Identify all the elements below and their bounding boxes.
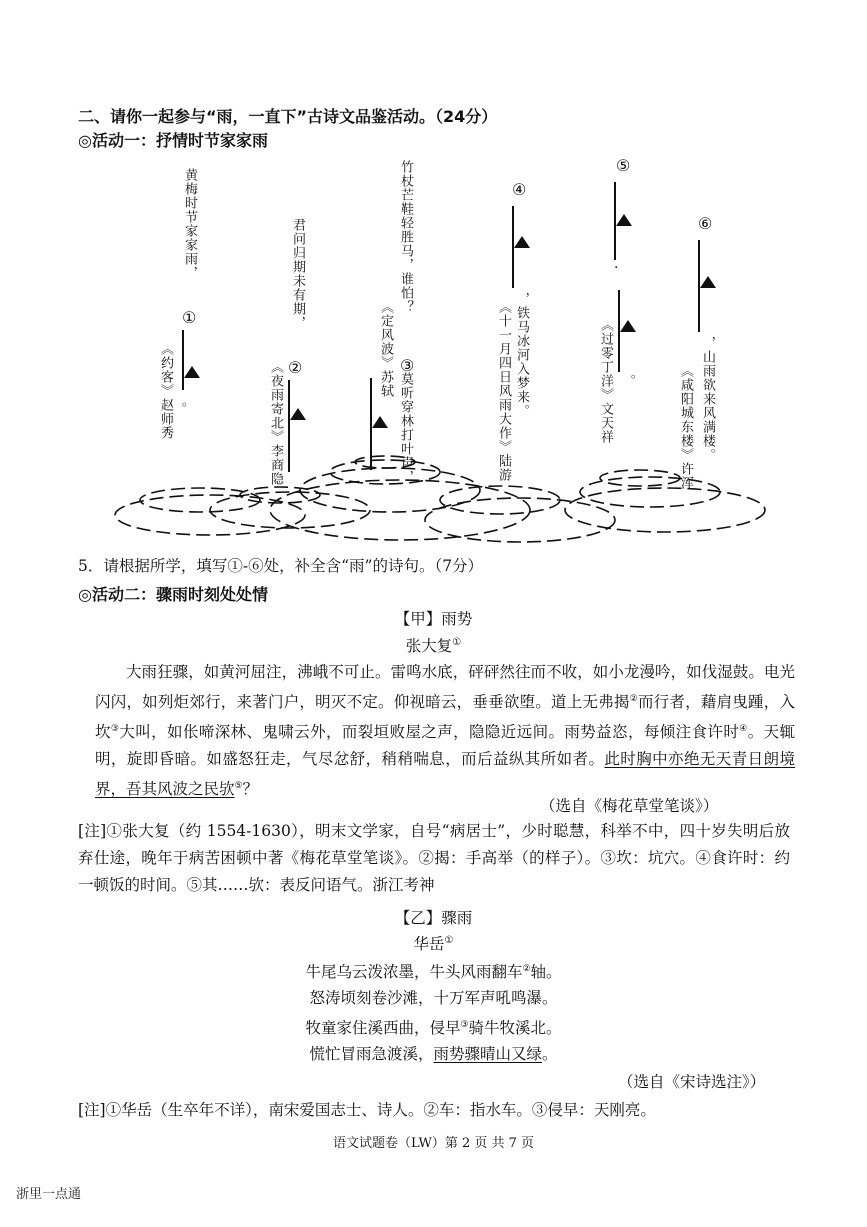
poem-line-3: 竹杖芒鞋轻胜马，谁怕？ [398, 160, 413, 314]
rain-ripples-illustration [0, 0, 867, 560]
yi-source: （选自《宋诗选注》） [618, 1073, 766, 1091]
blank-marker-5: ⑤ [616, 156, 631, 175]
activity1-title: ◎活动一：抒情时节家家雨 [78, 131, 268, 150]
poem-source-4: 《十一月四日风雨大作》陆游 [496, 300, 511, 482]
yi-poem-line-1: 牛尾乌云泼浓墨，牛头风雨翻车②轴。 [305, 963, 562, 981]
blank-marker-1: ① [182, 308, 197, 327]
poem-source-6: 《咸阳城东楼》许浑 [678, 364, 693, 490]
triangle-marker-icon [184, 366, 200, 378]
triangle-marker-icon [616, 214, 632, 226]
section-title: 二、请你一起参与“雨，一直下”古诗文品鉴活动。（24分） [78, 107, 498, 126]
poem-line-1: 黄梅时节家家雨， [182, 168, 197, 280]
yi-heading: 【乙】骤雨 [394, 909, 473, 927]
jia-heading: 【甲】雨势 [394, 610, 473, 628]
jia-source: （选自《梅花草堂笔谈》） [540, 797, 719, 815]
watermark: 浙里一点通 [16, 1187, 82, 1202]
jia-passage: 大雨狂骤，如黄河屈注，沸峨不可止。雷鸣水底，砰砰然往而不收，如小龙漫吟，如伐湿鼓。电光闪闪，如列炬郊行，来著门户，明灭不定。仰视暗云，垂垂欲堕。道上无弗揭②而行者，藉肩曳踵，入坎③大叫，如伥啼深林、鬼啸云外，而裂垣败屋之声，隐隐近远间。雨势益恣，每倾注食许时④。天辄明，旋即昏暗。如盛怒狂走，气尽忿舒，稍稍喘息，而后益纵其所如者。此时胸中亦绝无天青日朗境界，吾其风波之民欤⑤？ [95, 663, 795, 799]
triangle-marker-icon [700, 276, 716, 288]
triangle-marker-icon [290, 408, 306, 420]
yi-author: 华岳① [413, 934, 454, 953]
punctuation: 。 [182, 394, 195, 408]
triangle-marker-icon [620, 320, 636, 332]
yi-poem-line-2: 怒涛顷刻卷沙滩，十万军声吼鸣瀑。 [309, 989, 558, 1007]
punctuation: · [614, 260, 619, 276]
poem-follow-4: ，铁马冰河入梦来。 [514, 292, 529, 418]
activity2-title: ◎活动二：骤雨时刻处处情 [78, 585, 268, 604]
yi-note: [注]①华岳（生卒年不详），南宋爱国志士、诗人。②车：指水车。③侵早：天刚亮。 [78, 1101, 656, 1119]
poem-source-5: 《过零丁洋》文天祥 [598, 318, 613, 444]
jia-author: 张大复① [405, 636, 462, 655]
blank-marker-3: ③ [400, 356, 415, 375]
blank-marker-4: ④ [512, 180, 527, 199]
poem-follow-5: 。 [620, 374, 635, 388]
jia-note: [注]①张大复（约 1554-1630），明末文学家，自号“病居士”，少时聪慧，科举不中，四十岁失明后放弃仕途，晚年于病苦困顿中著《梅花草堂笔谈》。②揭：手高举（的样子）。③坎：坑穴。④食许时：约一顿饭的时间。⑤其……欤：表反问语气。浙江考神 [78, 822, 790, 894]
poem-follow-6: ，山雨欲来风满楼。 [700, 336, 715, 462]
footnote-mark: ① [444, 934, 454, 946]
blank-line-2 [288, 380, 290, 472]
triangle-marker-icon [514, 236, 530, 248]
yi-poem-line-4: 慌忙冒雨急渡溪，雨势骤晴山又绿。 [309, 1045, 558, 1063]
underlined-sentence: 雨势骤晴山又绿 [433, 1045, 542, 1063]
poem-source-1: 《约客》赵师秀 [158, 342, 173, 440]
blank-marker-6: ⑥ [698, 214, 713, 233]
poem-follow-3: 莫听穿林打叶声， [398, 372, 413, 484]
blank-marker-2: ② [288, 358, 303, 377]
blank-line-1 [182, 330, 184, 390]
footnote-mark: ① [452, 636, 462, 648]
yi-poem-line-3: 牧童家住溪西曲，侵早③骑牛牧溪北。 [305, 1019, 562, 1037]
poem-source-2: 《夜雨寄北》李商隐 [268, 360, 283, 486]
question-5: 5．请根据所学，填写①-⑥处，补全含“雨”的诗句。（7分） [78, 557, 484, 575]
triangle-marker-icon [372, 416, 388, 428]
poem-source-3: 《定风波》苏轼 [378, 300, 393, 398]
page-footer: 语文试题卷（LW）第 2 页 共 7 页 [332, 1136, 535, 1151]
poem-line-2: 君问归期未有期， [290, 218, 305, 330]
underlined-sentence: 此时胸中亦绝无天青日朗境界，吾其风波之民欤 [95, 750, 795, 799]
